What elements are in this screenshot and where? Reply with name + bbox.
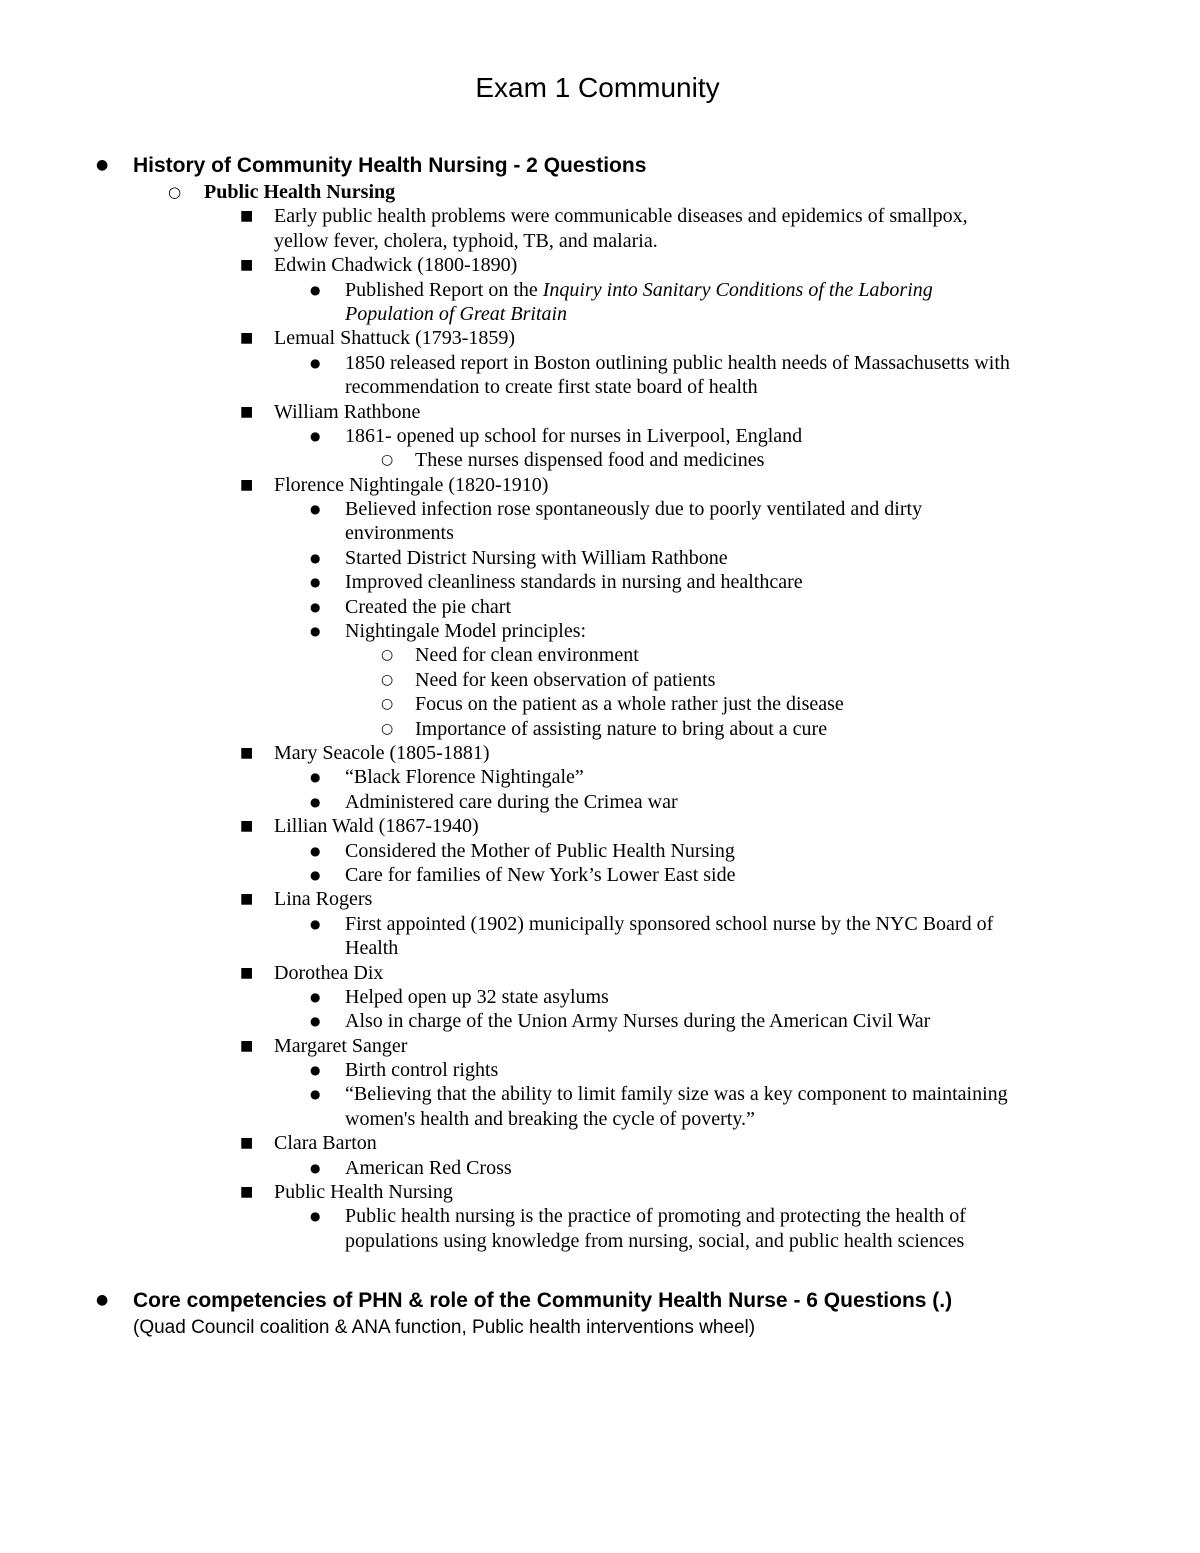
list-item [0, 741, 1200, 765]
list-text: Dorothea Dix [274, 961, 384, 984]
page-title: Exam 1 Community [475, 72, 720, 103]
bullet-disc-icon: ● [310, 428, 321, 443]
list-text: environments [345, 522, 454, 545]
list-text: Clara Barton [274, 1132, 377, 1155]
list-item-history [0, 151, 1200, 180]
list-item [0, 1204, 1200, 1228]
list-item [0, 1034, 1200, 1058]
list-item-continuation [0, 229, 1200, 253]
list-text: Edwin Chadwick (1800-1890) [274, 254, 518, 277]
list-item [0, 668, 1200, 692]
list-item [0, 351, 1200, 375]
report-prefix: Published Report on the [345, 278, 543, 301]
bullet-circle-icon: ○ [168, 183, 182, 201]
list-text: Believed infection rose spontaneously due to poorly ventilated and dirty [345, 498, 923, 521]
bullet-disc-icon: ● [310, 1087, 321, 1102]
bullet-square-icon: ■ [240, 257, 254, 274]
list-item-phn [0, 180, 1200, 204]
list-text: “Believing that the ability to limit family size was a key component to maintaining [345, 1083, 1008, 1106]
bullet-disc-icon: ● [310, 502, 321, 517]
bullet-disc-icon: ● [310, 575, 321, 590]
list-text: American Red Cross [345, 1156, 512, 1179]
bullet-square-icon: ■ [240, 744, 254, 761]
bullet-square-icon: ■ [240, 1135, 254, 1152]
section-heading: History of Community Health Nursing - 2 Questions [133, 154, 647, 177]
bullet-disc-icon: ● [310, 1209, 321, 1224]
list-item [0, 790, 1200, 814]
list-text: Nightingale Model principles: [345, 620, 587, 643]
list-text: Health [345, 937, 399, 960]
section-heading: Core competencies of PHN & role of the Community Health Nurse - 6 Questions (.) [133, 1289, 953, 1313]
list-item [0, 1058, 1200, 1082]
list-item [0, 961, 1200, 985]
list-item [0, 863, 1200, 887]
list-text: recommendation to create first state board of health [345, 376, 758, 399]
list-item [0, 473, 1200, 497]
bullet-square-icon: ■ [240, 818, 254, 835]
list-item-core [0, 1286, 1200, 1315]
list-item [0, 912, 1200, 936]
list-text: Focus on the patient as a whole rather just the disease [415, 693, 844, 716]
list-text: Considered the Mother of Public Health Nursing [345, 839, 735, 862]
list-text: 1850 released report in Boston outlining public health needs of Massachusetts with [345, 351, 1010, 374]
list-item [0, 717, 1200, 741]
list-text: Also in charge of the Union Army Nurses during the American Civil War [345, 1010, 931, 1033]
report-title: Inquiry into Sanitary Conditions of the Laboring [542, 278, 933, 301]
bullet-circle-icon: ○ [381, 671, 394, 688]
list-item [0, 595, 1200, 619]
list-text: Public health nursing is the practice of promoting and protecting the health of [345, 1205, 966, 1228]
subsection-heading: Public Health Nursing [204, 181, 396, 203]
list-item [0, 497, 1200, 521]
bullet-square-icon: ■ [240, 891, 254, 908]
list-item-continuation [0, 936, 1200, 960]
list-text: First appointed (1902) municipally sponsored school nurse by the NYC Board of [345, 912, 994, 935]
bullet-disc-icon: ● [310, 1160, 321, 1175]
list-text: Need for clean environment [415, 644, 639, 667]
list-text: women's health and breaking the cycle of poverty.” [345, 1107, 755, 1130]
list-item [0, 570, 1200, 594]
list-item [0, 400, 1200, 424]
list-text: Need for keen observation of patients [415, 668, 716, 691]
list-text: Lemual Shattuck (1793-1859) [274, 327, 516, 350]
list-item [0, 204, 1200, 228]
bullet-disc-icon: ● [310, 599, 321, 614]
list-text: Florence Nightingale (1820-1910) [274, 473, 549, 496]
list-text: Early public health problems were communicable diseases and epidemics of smallpox, [274, 205, 968, 228]
list-item [0, 253, 1200, 277]
bullet-square-icon: ■ [240, 1037, 254, 1054]
bullet-disc-icon: ● [310, 989, 321, 1004]
bullet-square-icon: ■ [240, 476, 254, 493]
bullet-circle-icon: ○ [381, 720, 394, 737]
list-item-continuation [0, 1229, 1200, 1253]
list-text: Margaret Sanger [274, 1034, 408, 1057]
list-item [0, 765, 1200, 789]
list-item [0, 814, 1200, 838]
bullet-disc-icon: ● [310, 1014, 321, 1029]
list-text [345, 278, 933, 302]
list-text: Helped open up 32 state asylums [345, 985, 609, 1008]
list-text: Administered care during the Crimea war [345, 790, 678, 813]
bullet-disc-icon: ● [310, 282, 321, 297]
bullet-disc-icon: ● [310, 794, 321, 809]
bullet-disc-icon: ● [310, 1063, 321, 1078]
bullet-disc-icon: ● [310, 770, 321, 785]
bullet-circle-icon: ○ [381, 647, 394, 664]
list-item [0, 643, 1200, 667]
list-item [0, 1082, 1200, 1106]
list-text: William Rathbone [274, 400, 421, 423]
list-item-continuation [0, 1107, 1200, 1131]
bullet-disc-icon: ● [310, 916, 321, 931]
bullet-disc-icon: ● [96, 157, 109, 173]
list-item [0, 448, 1200, 472]
bullet-square-icon: ■ [240, 403, 254, 420]
bullet-square-icon: ■ [240, 330, 254, 347]
list-text: Started District Nursing with William Rathbone [345, 546, 728, 569]
list-text [345, 302, 567, 326]
bullet-disc-icon: ● [96, 1292, 109, 1309]
list-text: Lillian Wald (1867-1940) [274, 815, 479, 838]
list-text: These nurses dispensed food and medicines [415, 449, 765, 472]
list-text: Public Health Nursing [274, 1181, 453, 1204]
list-text: populations using knowledge from nursing, social, and public health sciences [345, 1229, 965, 1252]
section-subtext-row [0, 1315, 1200, 1339]
list-text: Created the pie chart [345, 595, 512, 618]
bullet-circle-icon: ○ [381, 696, 394, 713]
bullet-square-icon: ■ [240, 208, 254, 225]
list-item [0, 839, 1200, 863]
bullet-square-icon: ■ [240, 1184, 254, 1201]
report-title-continued: Population of Great Britain [345, 302, 568, 325]
list-item [0, 887, 1200, 911]
section-subtext: (Quad Council coalition & ANA function, Public health interventions wheel) [133, 1317, 756, 1339]
list-item [0, 424, 1200, 448]
list-item-continuation [0, 302, 1200, 326]
list-item-continuation [0, 375, 1200, 399]
list-item [0, 1156, 1200, 1180]
list-item [0, 1131, 1200, 1155]
bullet-disc-icon: ● [310, 867, 321, 882]
list-text: yellow fever, cholera, typhoid, TB, and malaria. [274, 229, 658, 252]
list-item [0, 692, 1200, 716]
list-item-continuation [0, 521, 1200, 545]
list-text: “Black Florence Nightingale” [345, 766, 584, 789]
list-item [0, 546, 1200, 570]
bullet-disc-icon: ● [310, 624, 321, 639]
bullet-square-icon: ■ [240, 964, 254, 981]
list-item [0, 985, 1200, 1009]
list-text: Care for families of New York’s Lower East side [345, 863, 736, 886]
bullet-disc-icon: ● [310, 355, 321, 370]
list-item [0, 278, 1200, 302]
bullet-disc-icon: ● [310, 843, 321, 858]
list-text: 1861- opened up school for nurses in Liverpool, England [345, 424, 803, 447]
list-text: Improved cleanliness standards in nursing and healthcare [345, 571, 803, 594]
list-text: Lina Rogers [274, 888, 373, 911]
list-text: Mary Seacole (1805-1881) [274, 741, 490, 764]
list-item [0, 1180, 1200, 1204]
bullet-disc-icon: ● [310, 550, 321, 565]
list-text: Importance of assisting nature to bring about a cure [415, 717, 828, 740]
document-body [0, 151, 1200, 1340]
list-text: Birth control rights [345, 1059, 499, 1082]
list-item [0, 619, 1200, 643]
bullet-circle-icon: ○ [381, 452, 394, 469]
list-item [0, 1009, 1200, 1033]
list-item [0, 326, 1200, 350]
